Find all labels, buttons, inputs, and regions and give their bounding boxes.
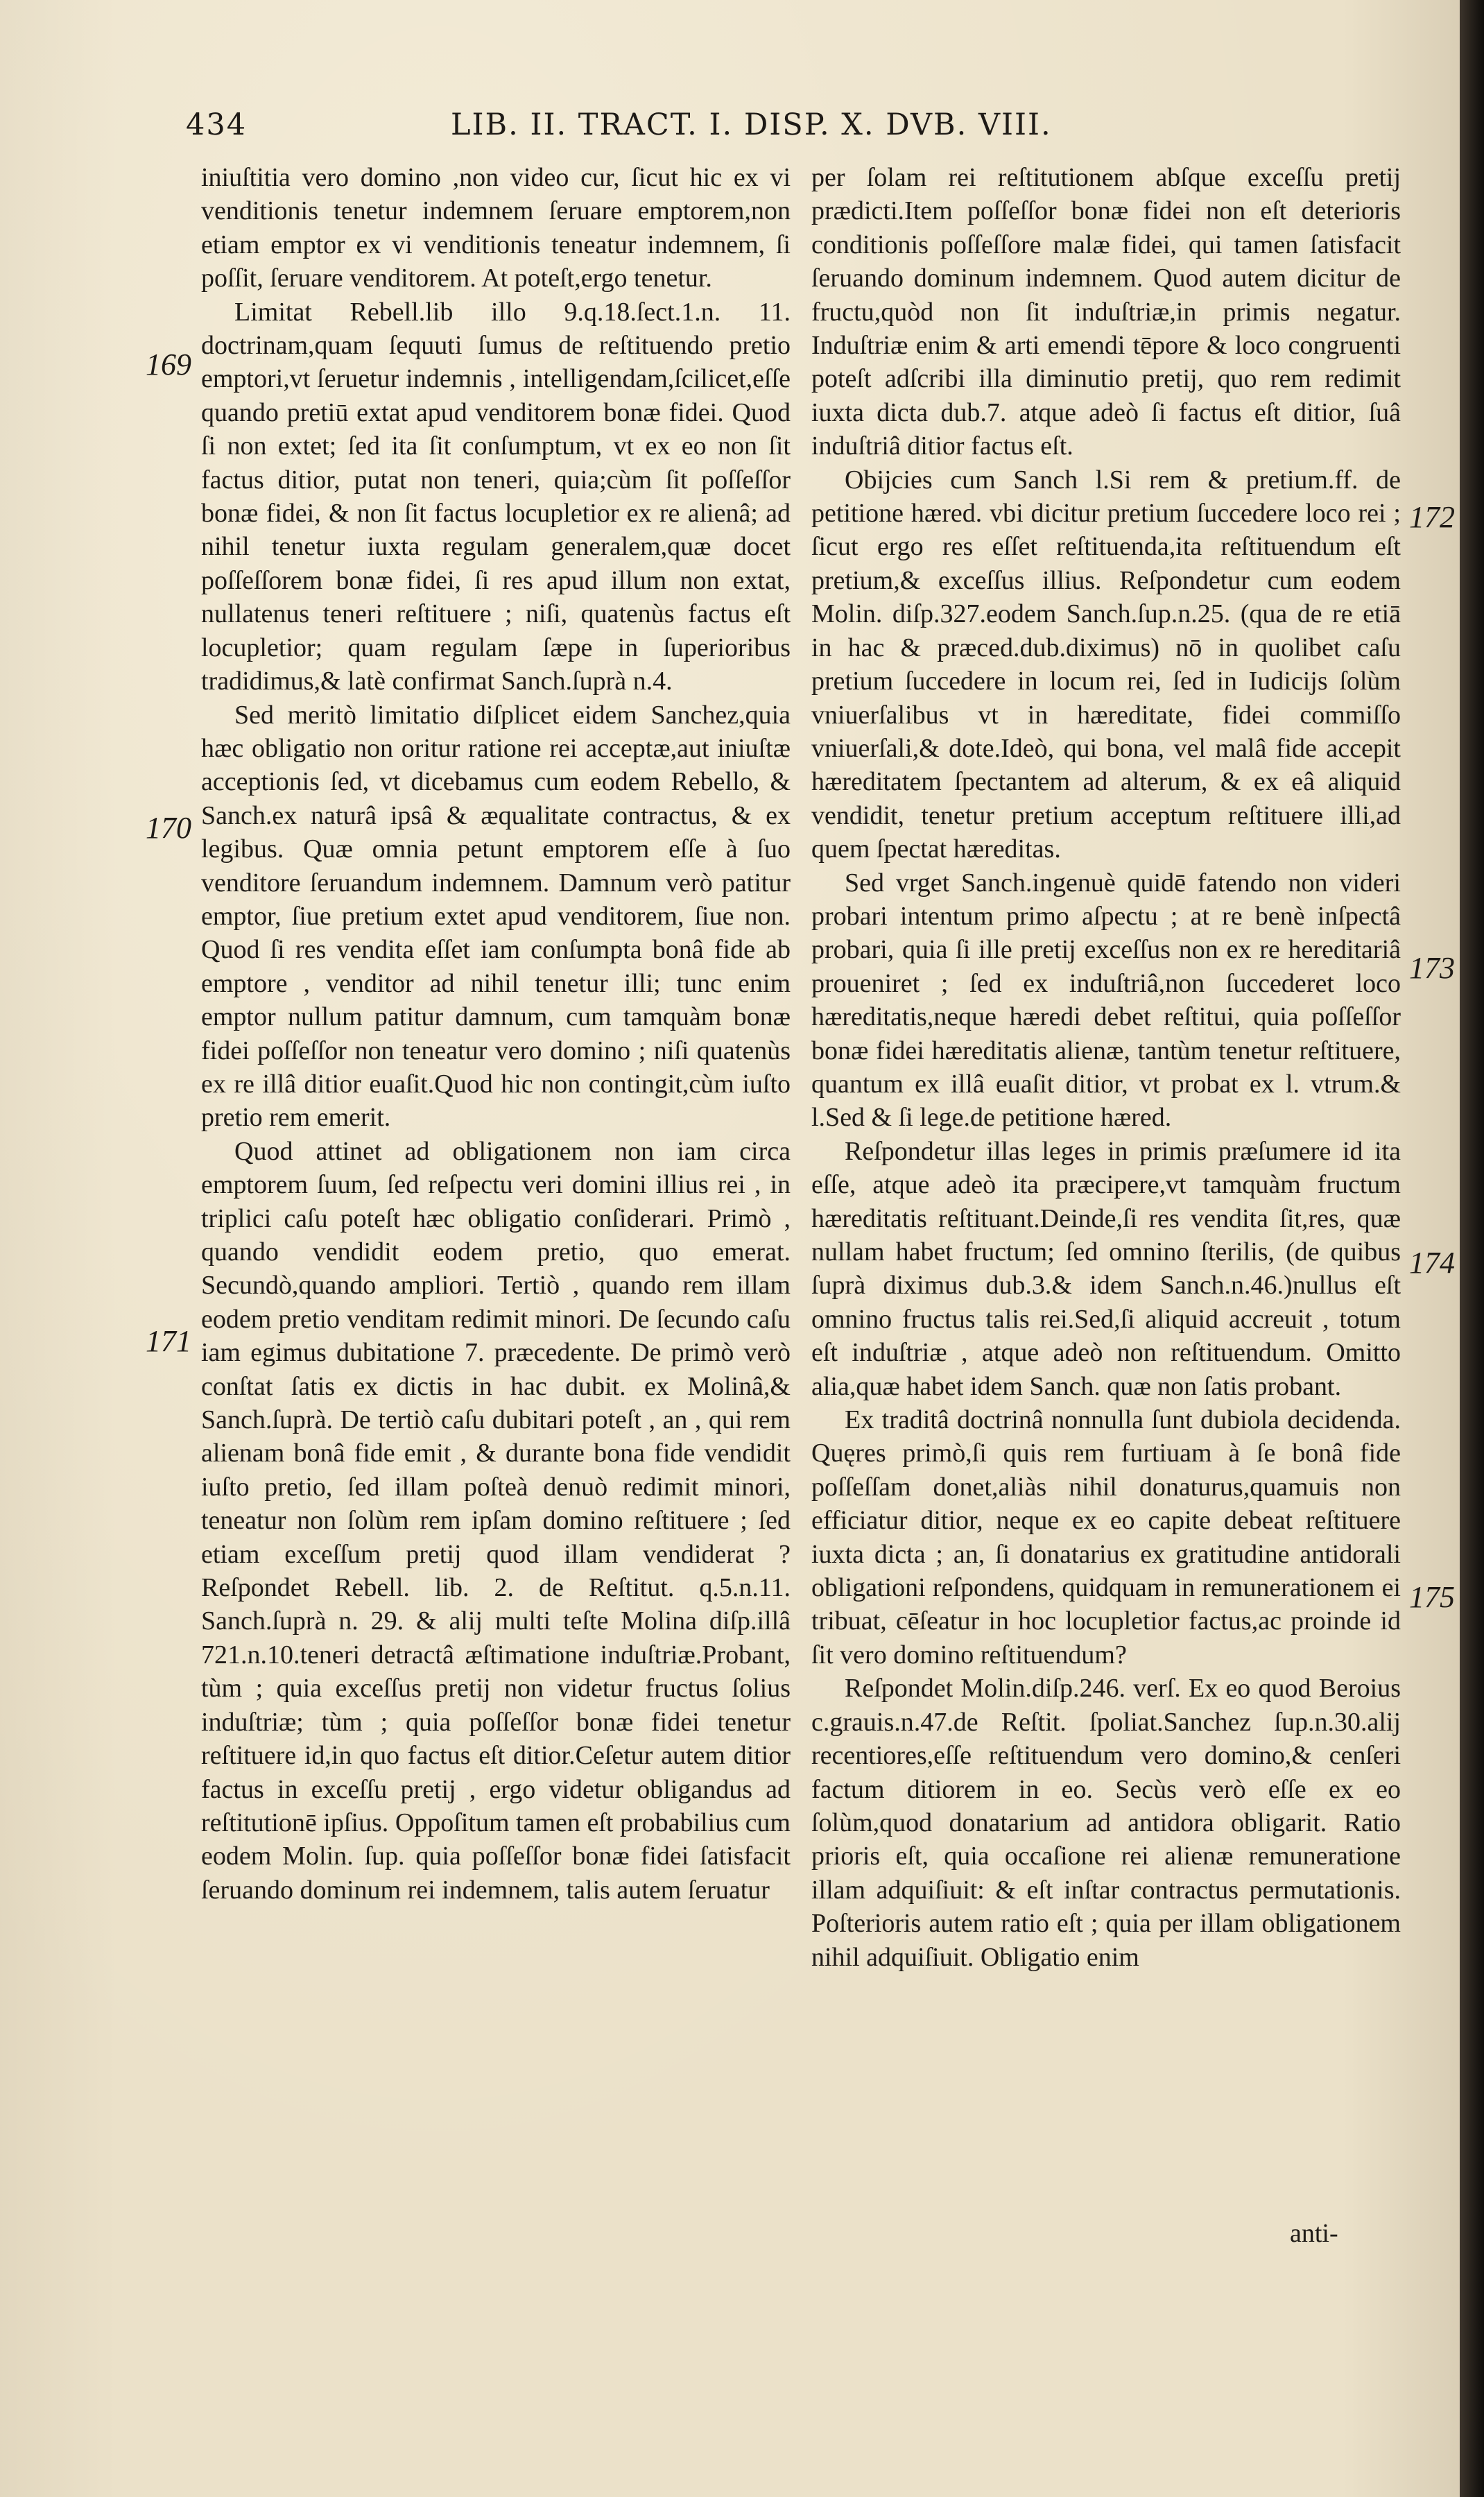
paragraph: Limitat Rebell.lib illo 9.q.18.ſect.1.n. 11. doctrinam,quam ſequuti ſumus de reſtituendo pretio emptori,vt ſeruetur indemnis , intelligendam,ſcilicet,eſſe quando pretiū extat apud venditorem bonæ fidei. Quod ſi non extet; ſed ita ſit conſumptum, vt ex eo non ſit factus ditior, putat non teneri, quia;cùm ſit poſſeſſor bonæ fidei, & non ſit factus locupletior ex re alienâ; ad nihil tenetur iuxta regulam generalem,quæ docet poſſeſſorem bonæ fidei, ſi res apud illum non extat, nullatenus teneri reſtituere ; niſi, quatenùs factus eſt locupletior; quam regulam ſæpe in ſuperioribus tradidimus,& latè confirmat Sanch.ſuprà n.4.: [201, 297, 791, 696]
margin-number-174: 174: [1409, 1246, 1455, 1280]
margin-number-172: 172: [1409, 500, 1455, 534]
paragraph: Reſpondet Molin.diſp.246. verſ. Ex eo quod Beroius c.grauis.n.47.de Reſtit. ſpoliat.Sanchez ſup.n.30.alij recentiores,eſſe reſtituendum vero domino,& cenſeri factum ditiorem in eo. Secùs verò eſſe ex eo ſolùm,quod donatarium ad antidora obligarit. Ratio prioris eſt, quia occaſione rei alienæ remuneratione illam adquiſiuit: & eſt inſtar contractus permutationis. Poſterioris autem ratio eſt ; quia per illam obligationem nihil adquiſiuit. Obligatio enim: [811, 1674, 1401, 1972]
catchword: anti-: [1290, 2219, 1338, 2248]
margin-number-175: 175: [1409, 1580, 1455, 1614]
paragraph: Sed vrget Sanch.ingenuè quidē fatendo non videri probari intentum primo aſpectu ; at re benè inſpectâ probari, quia ſi ille pretij exceſſus non ex re hereditariâ proueniret ; ſed ex induſtriâ,non ſuccederet loco hæreditatis,neque hæredi debet reſtitui, quia poſſeſſor bonæ fidei hæreditatis alienæ, tantùm tenetur reſtituere, quantum ex illâ euaſit ditior, vt probat ex l. vtrum.& l.Sed & ſi lege.de petitione hæred.: [811, 868, 1401, 1133]
margin-number-169: 169: [146, 347, 191, 381]
paragraph: iniuſtitia vero domino ,non video cur, ſicut hic ex vi venditionis tenetur indemnem ſeruare emptorem,non etiam emptor ex vi venditionis teneatur indemnem, ſi poſſit, ſeruare venditorem. At poteſt,ergo tenetur.: [201, 163, 791, 293]
left-text-column: [201, 161, 791, 1907]
margin-number-170: 170: [146, 811, 191, 845]
page-number: 434: [186, 108, 248, 142]
margin-number-171: 171: [146, 1324, 191, 1358]
right-text-column: [811, 161, 1401, 1974]
running-title: LIB. II. TRACT. I. DISP. X. DVB. VIII.: [451, 108, 1052, 142]
paragraph: Reſpondetur illas leges in primis præſumere id ita eſſe, atque adeò ita præcipere,vt tamquàm fructum hæreditatis reſtituant.Deinde,ſi res vendita ſit,res, quæ nullam habet fructum; ſed omnino ſterilis, (de quibus ſuprà diximus dub.3.& idem Sanch.n.46.)nullus eſt omnino fructus talis rei.Sed,ſi aliquid accreuit , totum eſt induſtriæ , atque adeò non reſtituendum. Omitto alia,quæ habet idem Sanch. quæ non ſatis probant.: [811, 1136, 1401, 1401]
margin-number-173: 173: [1409, 951, 1455, 985]
paragraph: Obijcies cum Sanch l.Si rem & pretium.ff. de petitione hæred. vbi dicitur pretium ſuccedere loco rei ; ſicut ergo res eſſet reſtituenda,ita reſtituendum eſt pretium,& exceſſus illius. Reſpondetur cum eodem Molin. diſp.327.eodem Sanch.ſup.n.25. (qua de re etiā in hac & præced.dub.diximus) nō in quolibet caſu pretium ſuccedere in locum rei, ſed in Iudicijs ſolùm vniuerſalibus vt in hæreditate, fidei commiſſo vniuerſali,& dote.Ideò, qui bona, vel malâ fide accepit hæreditatem ſpectantem ad alterum, & ex eâ aliquid vendidit, tenetur pretium acceptum reſtituere illi,ad quem ſpectat hæreditas.: [811, 465, 1401, 864]
paragraph: per ſolam rei reſtitutionem abſque exceſſu pretij prædicti.Item poſſeſſor bonæ fidei non eſt deterioris conditionis poſſeſſore malæ fidei, qui tamen ſatisfacit ſeruando dominum indemnem. Quod autem dicitur de fructu,quòd non ſit induſtriæ,in primis negatur. Induſtriæ enim & arti emendi tēpore & loco congruenti poteſt adſcribi illa diminutio pretij, quo rem redimit iuxta dicta dub.7. atque adeò ſi factus eſt ditior, ſuâ induſtriâ ditior factus eſt.: [811, 163, 1401, 461]
paragraph: Ex traditâ doctrinâ nonnulla ſunt dubiola decidenda. Quęres primò,ſi quis rem furtiuam à ſe bonâ fide poſſeſſam donet,aliàs nihil donaturus,quamuis non efficiatur ditior, neque ex eo capite debeat reſtituere iuxta dicta ; an, ſi donatarius ex gratitudine antidorali obligationi reſpondens, quidquam in remunerationem ei tribuat, cēſeatur in hoc locupletior factus,ac proinde id ſit vero domino reſtituendum?: [811, 1405, 1401, 1670]
paragraph: Sed meritò limitatio diſplicet eidem Sanchez,quia hæc obligatio non oritur ratione rei acceptæ,aut iniuſtæ acceptionis ſed, vt dicebamus cum eodem Rebello, & Sanch.ex naturâ ipsâ & æqualitate contractus, & ex legibus. Quæ omnia petunt emptorem eſſe à ſuo venditore ſeruandum indemnem. Damnum verò patitur emptor, ſiue pretium extet apud venditorem, ſiue non. Quod ſi res vendita eſſet iam conſumpta bonâ fide ab emptore , venditor ad nihil tenetur illi; tunc enim emptor nullum patitur damnum, cum tamquàm bonæ fidei poſſeſſor non teneatur vero domino ; niſi quatenùs ex re illâ ditior euaſit.Quod hic non contingit,cùm iuſto pretio rem emerit.: [201, 700, 791, 1133]
paragraph: Quod attinet ad obligationem non iam circa emptorem ſuum, ſed reſpectu veri domini illius rei , in triplici caſu poteſt hæc obligatio conſiderari. Primò , quando vendidit eodem pretio, quo emerat. Secundò,quando ampliori. Tertiò , quando rem illam eodem pretio venditam redimit minori. De ſecundo caſu iam egimus dubitatione 7. præcedente. De primò verò conſtat ſatis ex dictis in hac dubit. ex Molinâ,& Sanch.ſuprà. De tertiò caſu dubitari poteſt , an , qui rem alienam bonâ fide emit , & durante bona fide vendidit iuſto pretio, ſed illam poſteà denuò redimit minori, teneatur non ſolùm rem ipſam domino reſtituere ; ſed etiam exceſſum pretij quod illam vendiderat ? Reſpondet Rebell. lib. 2. de Reſtitut. q.5.n.11. Sanch.ſuprà n. 29. & alij multi teſte Molina diſp.illâ 721.n.10.teneri detractâ æſtimatione induſtriæ.Probant, tùm ; quia exceſſus pretij non videtur fructus ſolius induſtriæ; tùm ; quia poſſeſſor bonæ fidei tenetur reſtituere id,in quo factus eſt ditior.Ceſetur autem ditior factus in exceſſu pretij , ergo videtur obligandus ad reſtitutionē ipſius. Oppoſitum tamen eſt probabilius cum eodem Molin. ſup. quia poſſeſſor bonæ fidei ſatisfacit ſeruando dominum rei indemnem, talis autem ſeruatur: [201, 1136, 791, 1905]
book-gutter: [1460, 0, 1484, 2497]
